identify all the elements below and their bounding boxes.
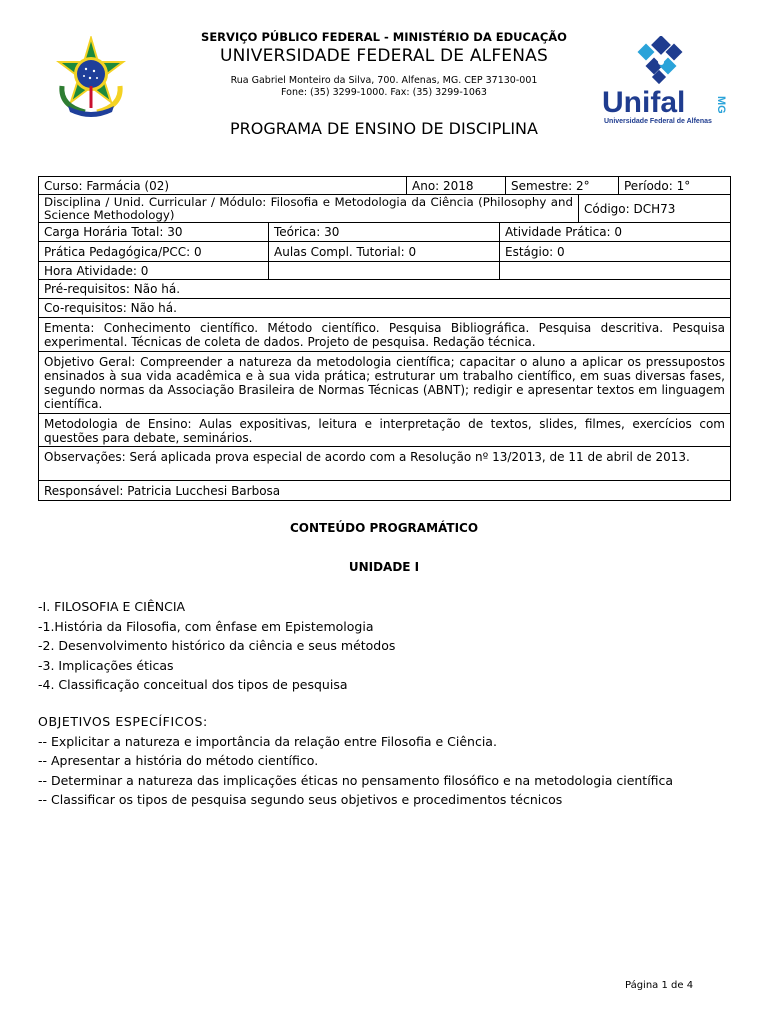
tutorial-classes-cell: Aulas Compl. Tutorial: 0 bbox=[268, 241, 500, 262]
program-content-title: CONTEÚDO PROGRAMÁTICO bbox=[289, 521, 479, 535]
empty-cell bbox=[499, 261, 731, 280]
observations-cell: Observações: Será aplicada prova especial de acordo com a Resolução nº 13/2013, de 11 de abril de 2013. bbox=[38, 446, 731, 481]
topics-list bbox=[38, 597, 728, 695]
corequisites-cell: Co-requisitos: Não há. bbox=[38, 298, 731, 318]
page-number: Página 1 de 4 bbox=[625, 980, 694, 991]
phone-line: Fone: (35) 3299-1000. Fax: (35) 3299-1063 bbox=[281, 87, 487, 98]
topic-item: -4. Classificação conceitual dos tipos de pesquisa bbox=[38, 677, 348, 692]
objectives-heading: OBJETIVOS ESPECÍFICOS: bbox=[38, 714, 208, 729]
university-name: UNIVERSIDADE FEDERAL DE ALFENAS bbox=[220, 46, 548, 66]
topic-item: -2. Desenvolvimento histórico da ciência e seus métodos bbox=[38, 638, 396, 653]
theory-hours-cell: Teórica: 30 bbox=[268, 222, 500, 242]
unit-title: UNIDADE I bbox=[348, 560, 420, 574]
total-hours-cell: Carga Horária Total: 30 bbox=[38, 222, 269, 242]
empty-cell bbox=[268, 261, 500, 280]
logo-text: Unifal bbox=[602, 86, 686, 119]
topic-item: -I. FILOSOFIA E CIÊNCIA bbox=[38, 599, 186, 614]
topic-item: -1.História da Filosofia, com ênfase em Epistemologia bbox=[38, 618, 374, 634]
year-cell: Ano: 2018 bbox=[406, 176, 506, 195]
syllabus-cell: Ementa: Conhecimento científico. Método científico. Pesquisa Bibliográfica. Pesquisa descritiva. Pesquisa experimental. Técnicas de coleta de dados. Projeto de pesquisa. Redação técnica. bbox=[38, 317, 731, 352]
general-objective-cell: Objetivo Geral: Compreender a natureza da metodologia científica; capacitar o aluno a aplicar os pressupostos ensinados à sua vida acadêmica e à sua vida prática; estruturar um trabalho científico, em suas diversas fases, segundo normas da Associação Brasileira de Normas Técnicas (ABNT); redigir e apresentar textos em linguagem científica. bbox=[38, 351, 731, 414]
course-cell: Curso: Farmácia (02) bbox=[38, 176, 407, 195]
activity-hours-cell: Hora Atividade: 0 bbox=[38, 261, 269, 280]
objective-item: -- Determinar a natureza das implicações éticas no pensamento filosófico e na metodologia científica bbox=[38, 772, 674, 788]
practical-activity-cell: Atividade Prática: 0 bbox=[499, 222, 731, 242]
logo-mg: MG bbox=[715, 96, 727, 114]
teaching-method-cell: Metodologia de Ensino: Aulas expositivas, leitura e interpretação de textos, slides, filmes, exercícios com questões para debate, seminários. bbox=[38, 413, 731, 447]
specific-objectives bbox=[38, 712, 728, 810]
semester-cell: Semestre: 2° bbox=[505, 176, 619, 195]
topic-item: -3. Implicações éticas bbox=[38, 657, 174, 673]
prerequisites-cell: Pré-requisitos: Não há. bbox=[38, 279, 731, 299]
document-title: PROGRAMA DE ENSINO DE DISCIPLINA bbox=[230, 119, 538, 138]
logo-subtitle: Universidade Federal de Alfenas bbox=[604, 118, 712, 125]
code-cell: Código: DCH73 bbox=[578, 194, 731, 223]
responsible-cell: Responsável: Patricia Lucchesi Barbosa bbox=[38, 480, 731, 501]
pedagogical-practice-cell: Prática Pedagógica/PCC: 0 bbox=[38, 241, 269, 262]
objective-item: -- Classificar os tipos de pesquisa segundo seus objetivos e procedimentos técnicos bbox=[38, 792, 563, 807]
address-line: Rua Gabriel Monteiro da Silva, 700. Alfenas, MG. CEP 37130-001 bbox=[230, 75, 538, 86]
discipline-cell: Disciplina / Unid. Curricular / Módulo: Filosofia e Metodologia da Ciência (Philosophy and Science Methodology) bbox=[38, 194, 579, 223]
ministry-line: SERVIÇO PÚBLICO FEDERAL - MINISTÉRIO DA EDUCAÇÃO bbox=[201, 30, 567, 44]
objective-item: -- Apresentar a história do método científico. bbox=[38, 753, 319, 768]
period-cell: Período: 1° bbox=[618, 176, 731, 195]
document-header bbox=[0, 0, 768, 150]
unifal-logo bbox=[600, 36, 730, 128]
objective-item: -- Explicitar a natureza e importância da relação entre Filosofia e Ciência. bbox=[38, 733, 497, 749]
internship-cell: Estágio: 0 bbox=[499, 241, 731, 262]
